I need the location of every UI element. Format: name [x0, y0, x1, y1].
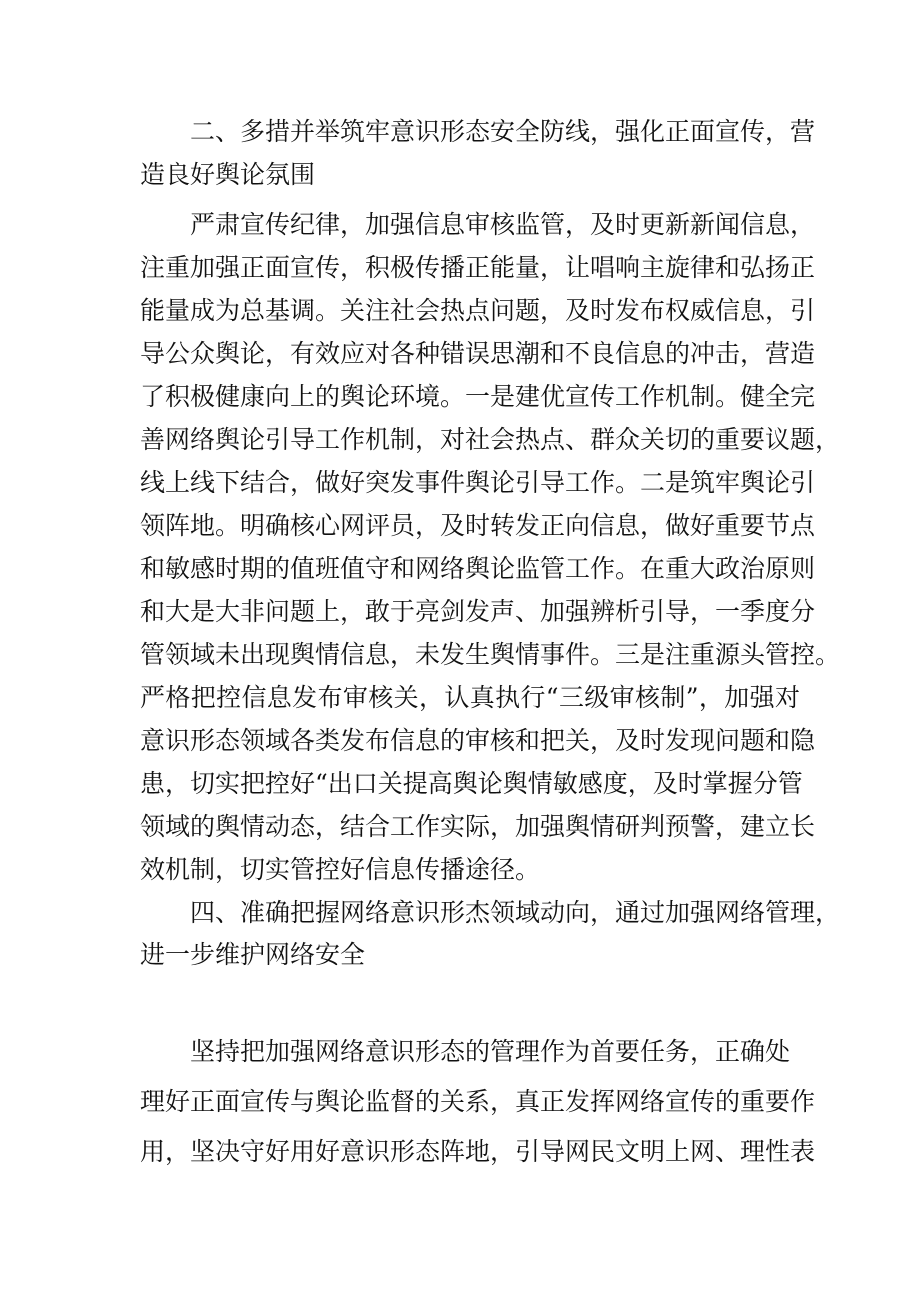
paragraph-line: 严肃宣传纪律，加强信息审核监管，及时更新新闻信息，: [190, 210, 816, 239]
paragraph-line: 能量成为总基调。关注社会热点问题，及时发布权威信息，引: [140, 296, 816, 325]
heading-line: 进一步维护网络安全: [140, 940, 366, 969]
paragraph-line: 意识形态领域各类发布信息的审核和把关，及时发现问题和隐: [140, 726, 816, 755]
paragraph-line: 和大是大非问题上，敢于亮剑发声、加强辨析引导，一季度分: [140, 597, 816, 626]
paragraph-line: 善网络舆论引导工作机制，对社会热点、群众关切的重要议题，: [140, 425, 841, 454]
paragraph-line: 管领域未出现舆情信息，未发生舆情事件。三是注重源头管控。: [140, 640, 841, 669]
paragraph-line: 注重加强正面宣传，积极传播正能量，让唱响主旋律和弘扬正: [140, 253, 816, 282]
paragraph-line: 了积极健康向上的舆论环境。一是建优宣传工作机制。健全完: [140, 382, 816, 411]
paragraph-line: 领域的舆情动态，结合工作实际，加强舆情研判预警，建立长: [140, 812, 816, 841]
paragraph-line: 和敏感时期的值班值守和网络舆论监管工作。在重大政治原则: [140, 554, 816, 583]
paragraph-line: 效机制，切实管控好信息传播途径。: [140, 855, 541, 884]
paragraph-line: 理好正面宣传与舆论监督的关系，真正发挥网络宣传的重要作: [140, 1087, 816, 1116]
paragraph-line: 领阵地。明确核心网评员，及时转发正向信息，做好重要节点: [140, 511, 816, 540]
paragraph-line: 导公众舆论，有效应对各种错误思潮和不良信息的冲击，营造: [140, 339, 816, 368]
heading-line: 造良好舆论氛围: [140, 160, 316, 189]
paragraph-line: 患，切实把控好“出口关提高舆论舆情敏感度，及时掌握分管: [140, 769, 803, 798]
heading-line: 四、准确把握网络意识形杰领域动向，通过加强网络管理，: [190, 898, 841, 927]
paragraph-line: 线上线下结合，做好突发事件舆论引导工作。二是筑牢舆论引: [140, 468, 816, 497]
heading-line: 二、多措并举筑牢意识形态安全防线，强化正面宣传，营: [190, 117, 816, 146]
paragraph-line: 用，坚决守好用好意识形态阵地，引导网民文明上网、理性表: [140, 1137, 816, 1166]
paragraph-line: 严格把控信息发布审核关，认真执行“三级审核制”，加强对: [140, 683, 800, 712]
paragraph-line: 坚持把加强网络意识形态的管理作为首要任务，正确处: [190, 1037, 791, 1066]
